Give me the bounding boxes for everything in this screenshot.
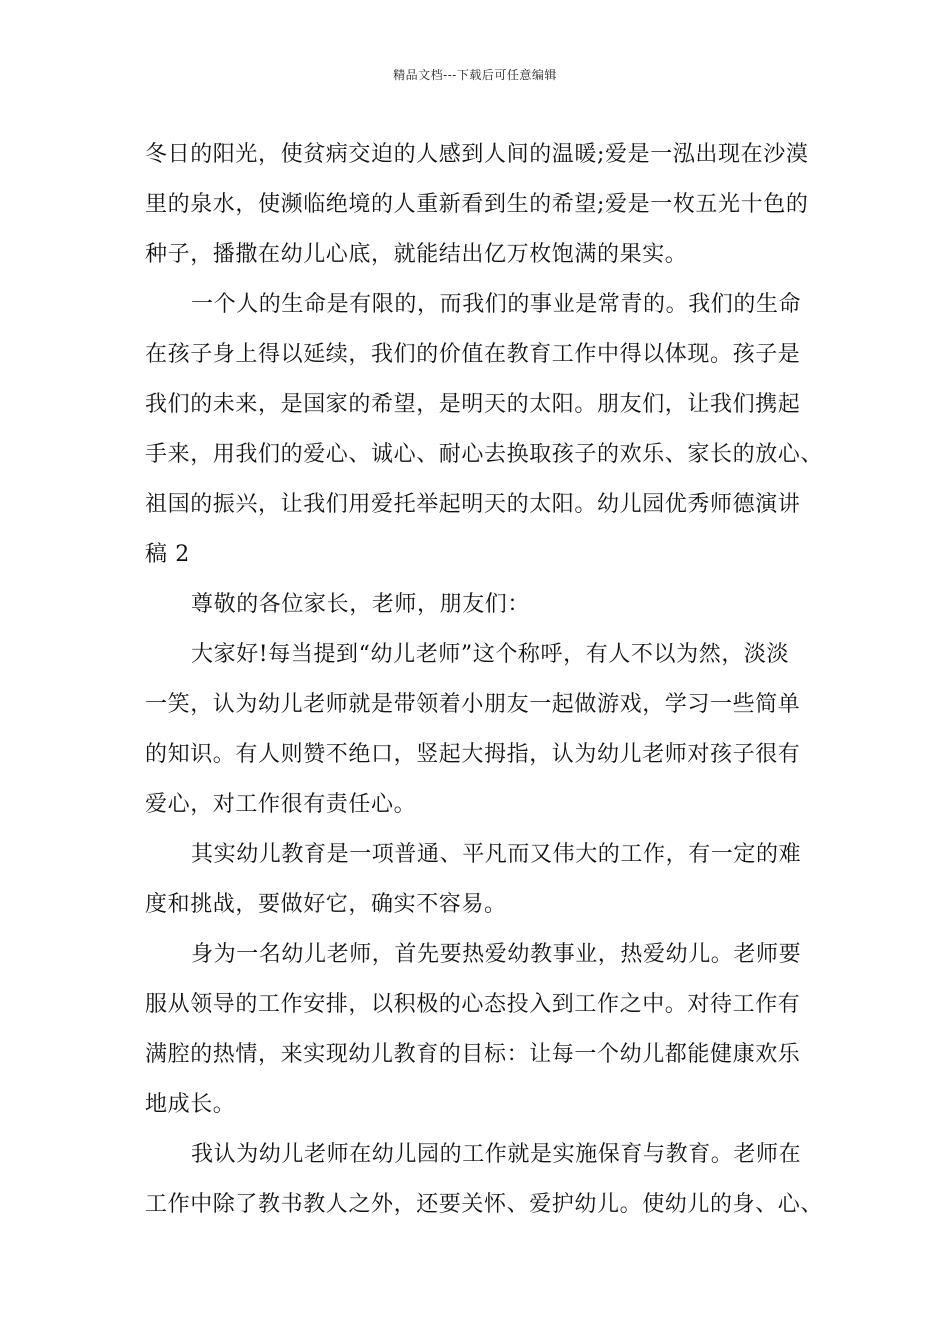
text-line: 地成长。	[145, 1092, 236, 1117]
text-line: 满腔的热情，来实现幼儿教育的目标：让每一个幼儿都能健康欢乐	[145, 1042, 801, 1067]
text-line: 在孩子身上得以延续，我们的价值在教育工作中得以体现。孩子是	[145, 342, 801, 367]
text-line: 我们的未来，是国家的希望，是明天的太阳。朋友们，让我们携起	[145, 392, 801, 417]
text-line: 稿 2	[145, 542, 190, 567]
text-line: 手来，用我们的爱心、诚心、耐心去换取孩子的欢乐、家长的放心、	[145, 442, 824, 467]
text-line: 一笑，认为幼儿老师就是带领着小朋友一起做游戏，学习一些简单	[145, 692, 801, 717]
text-line: 祖国的振兴，让我们用爱托举起明天的太阳。幼儿园优秀师德演讲	[145, 492, 801, 517]
text-line: 度和挑战，要做好它，确实不容易。	[145, 892, 507, 917]
paragraph-first-line: 我认为幼儿老师在幼儿园的工作就是实施保育与教育。老师在	[191, 1142, 802, 1167]
text-line: 冬日的阳光，使贫病交迫的人感到人间的温暖;爱是一泓出现在沙漠	[145, 142, 809, 167]
text-line: 爱心，对工作很有责任心。	[145, 792, 417, 817]
text-line: 里的泉水，使濒临绝境的人重新看到生的希望;爱是一枚五光十色的	[145, 192, 809, 217]
document-body	[145, 130, 825, 1230]
text-line: 种子，播撒在幼儿心底，就能结出亿万枚饱满的果实。	[145, 242, 688, 267]
page-header: 精品文档---下载后可任意编辑	[393, 68, 557, 82]
text-line: 服从领导的工作安排，以积极的心态投入到工作之中。对待工作有	[145, 992, 801, 1017]
paragraph-first-line: 身为一名幼儿老师，首先要热爱幼教事业，热爱幼儿。老师要	[191, 942, 802, 967]
text-line: 工作中除了教书教人之外，还要关怀、爱护幼儿。使幼儿的身、心、	[145, 1192, 824, 1217]
paragraph-first-line: 其实幼儿教育是一项普通、平凡而又伟大的工作，有一定的难	[191, 842, 802, 867]
paragraph-first-line: 一个人的生命是有限的，而我们的事业是常青的。我们的生命	[191, 292, 802, 317]
text-line: 的知识。有人则赞不绝口，竖起大拇指，认为幼儿老师对孩子很有	[145, 742, 801, 767]
paragraph-first-line: 大家好!每当提到“幼儿老师”这个称呼，有人不以为然，淡淡	[191, 642, 790, 667]
salutation-line: 尊敬的各位家长，老师，朋友们：	[191, 592, 531, 617]
